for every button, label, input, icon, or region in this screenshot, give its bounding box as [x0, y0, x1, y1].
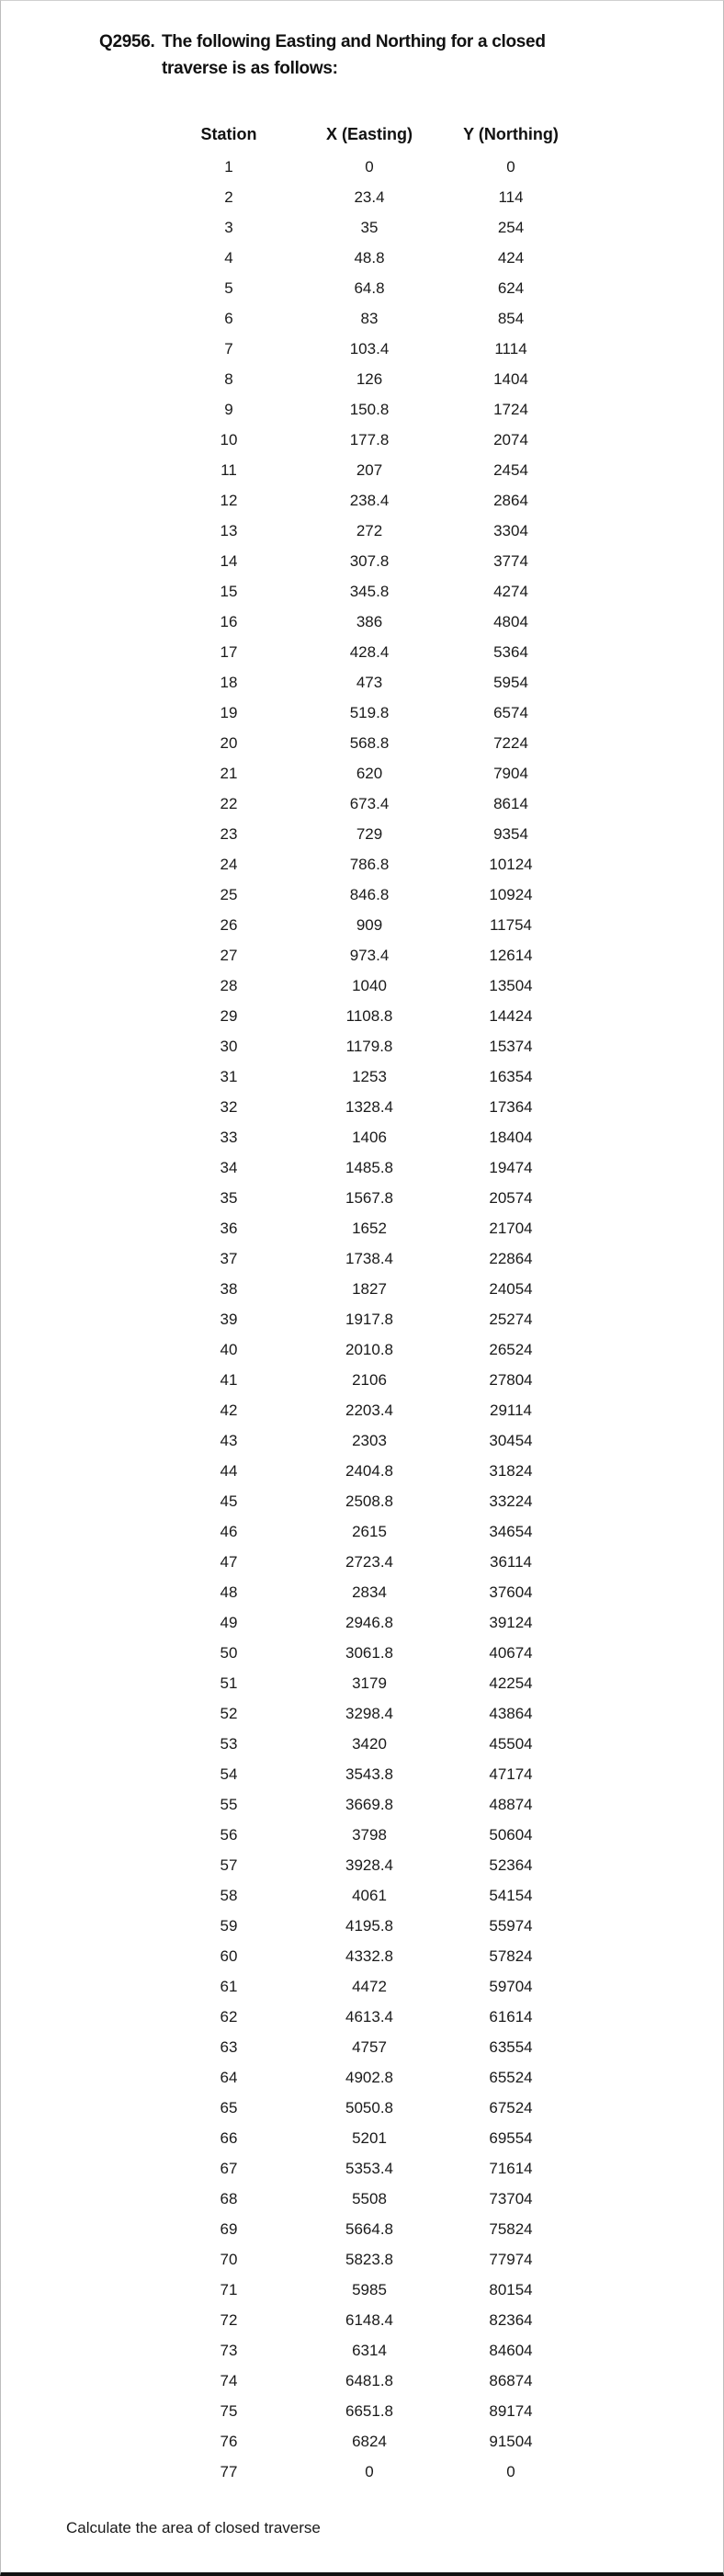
- easting-cell: 1917.8: [345, 1311, 393, 1328]
- easting-cell: 568.8: [349, 734, 390, 752]
- easting-cell: 1108.8: [345, 1007, 393, 1025]
- northing-cell: 24054: [489, 1280, 533, 1298]
- station-cell: 12: [220, 492, 238, 509]
- station-cell: 67: [220, 2160, 238, 2177]
- northing-cell: 7904: [493, 765, 528, 782]
- station-cell: 55: [220, 1796, 238, 1813]
- station-cell: 61: [220, 1978, 238, 1995]
- station-cell: 39: [220, 1311, 238, 1328]
- easting-cell: 1485.8: [345, 1159, 393, 1176]
- station-cell: 73: [220, 2342, 238, 2359]
- station-cell: 54: [220, 1765, 238, 1783]
- station-cell: 33: [220, 1129, 238, 1146]
- northing-cell: 71614: [489, 2160, 533, 2177]
- station-cell: 76: [220, 2433, 238, 2450]
- easting-cell: 83: [360, 310, 379, 327]
- northing-cell: 43864: [489, 1705, 533, 1722]
- northing-cell: 77974: [489, 2251, 533, 2268]
- station-cell: 27: [220, 947, 238, 964]
- easting-cell: 64.8: [354, 279, 385, 297]
- easting-cell: 3298.4: [345, 1705, 393, 1722]
- easting-cell: 5508: [352, 2190, 387, 2207]
- station-cell: 57: [220, 1856, 238, 1874]
- station-cell: 11: [221, 461, 237, 479]
- northing-cell: 31824: [489, 1462, 533, 1480]
- northing-cell: 1114: [494, 340, 527, 357]
- easting-cell: 6148.4: [345, 2311, 393, 2329]
- northing-cell: 39124: [489, 1614, 533, 1631]
- northing-cell: 13504: [489, 977, 533, 994]
- station-cell: 36: [220, 1220, 238, 1237]
- northing-cell: 55974: [489, 1917, 533, 1935]
- northing-cell: 12614: [489, 947, 533, 964]
- northing-cell: 2864: [493, 492, 528, 509]
- northing-cell: 82364: [489, 2311, 533, 2329]
- station-cell: 66: [220, 2129, 238, 2147]
- northing-cell: 50604: [489, 1826, 533, 1844]
- station-cell: 58: [220, 1887, 238, 1904]
- northing-cell: 0: [506, 2463, 515, 2480]
- station-cell: 14: [220, 552, 238, 570]
- easting-cell: 2615: [352, 1523, 387, 1540]
- station-cell: 15: [220, 583, 238, 600]
- easting-cell: 4757: [352, 2038, 387, 2056]
- northing-cell: 21704: [489, 1220, 533, 1237]
- northing-cell: 67524: [489, 2099, 533, 2116]
- northing-cell: 9354: [493, 825, 528, 843]
- northing-cell: 854: [497, 310, 525, 327]
- station-cell: 42: [220, 1401, 238, 1419]
- easting-cell: 6651.8: [345, 2402, 393, 2420]
- northing-cell: 14424: [489, 1007, 533, 1025]
- station-cell: 63: [220, 2038, 238, 2056]
- station-cell: 16: [220, 613, 238, 630]
- easting-cell: 0: [365, 158, 374, 176]
- northing-cell: 4274: [493, 583, 528, 600]
- northing-cell: 3304: [493, 522, 528, 539]
- northing-cell: 57824: [489, 1947, 533, 1965]
- easting-cell: 2106: [352, 1371, 387, 1389]
- station-cell: 77: [220, 2463, 238, 2480]
- northing-cell: 17364: [489, 1098, 533, 1116]
- northing-cell: 36114: [489, 1553, 533, 1571]
- northing-cell: 19474: [489, 1159, 533, 1176]
- northing-cell: 10124: [489, 856, 533, 873]
- station-cell: 19: [220, 704, 238, 721]
- easting-cell: 238.4: [349, 492, 390, 509]
- northing-cell: 4804: [493, 613, 528, 630]
- easting-cell: 4472: [352, 1978, 387, 1995]
- northing-cell: 34654: [489, 1523, 533, 1540]
- station-cell: 52: [220, 1705, 238, 1722]
- header-station: Station: [200, 125, 257, 143]
- station-cell: 69: [220, 2220, 238, 2238]
- station-cell: 43: [220, 1432, 238, 1449]
- easting-cell: 307.8: [349, 552, 390, 570]
- station-cell: 50: [220, 1644, 238, 1662]
- northing-cell: 80154: [489, 2281, 533, 2298]
- question-text-line-2: traverse is as follows:: [162, 59, 338, 78]
- easting-cell: 1253: [352, 1068, 387, 1085]
- easting-cell: 786.8: [349, 856, 390, 873]
- easting-cell: 909: [356, 916, 383, 934]
- station-cell: 70: [220, 2251, 238, 2268]
- easting-cell: 673.4: [349, 795, 390, 812]
- easting-cell: 6824: [352, 2433, 387, 2450]
- easting-cell: 103.4: [349, 340, 390, 357]
- station-cell: 6: [224, 310, 233, 327]
- station-cell: 30: [220, 1038, 238, 1055]
- station-cell: 59: [220, 1917, 238, 1935]
- station-cell: 75: [220, 2402, 238, 2420]
- station-cell: 37: [220, 1250, 238, 1267]
- northing-cell: 54154: [489, 1887, 533, 1904]
- easting-cell: 35: [360, 219, 379, 236]
- northing-cell: 52364: [489, 1856, 533, 1874]
- station-cell: 31: [220, 1068, 238, 1085]
- header-northing: Y (Northing): [463, 125, 559, 143]
- station-cell: 64: [220, 2069, 238, 2086]
- station-cell: 5: [224, 279, 233, 297]
- easting-cell: 0: [365, 2463, 374, 2480]
- northing-cell: 11754: [489, 916, 533, 934]
- northing-cell: 254: [497, 219, 525, 236]
- easting-cell: 48.8: [354, 249, 385, 267]
- northing-cell: 18404: [489, 1129, 533, 1146]
- northing-cell: 84604: [489, 2342, 533, 2359]
- easting-cell: 973.4: [349, 947, 390, 964]
- northing-cell: 0: [506, 158, 515, 176]
- easting-cell: 2946.8: [345, 1614, 393, 1631]
- easting-cell: 3061.8: [345, 1644, 393, 1662]
- northing-cell: 22864: [489, 1250, 533, 1267]
- easting-cell: 126: [356, 370, 383, 388]
- northing-cell: 63554: [489, 2038, 533, 2056]
- station-cell: 65: [220, 2099, 238, 2116]
- northing-cell: 91504: [489, 2433, 533, 2450]
- station-cell: 1: [224, 158, 233, 176]
- northing-cell: 6574: [493, 704, 528, 721]
- station-cell: 24: [220, 856, 238, 873]
- northing-cell: 624: [497, 279, 525, 297]
- station-cell: 68: [220, 2190, 238, 2207]
- easting-cell: 207: [356, 461, 383, 479]
- easting-cell: 846.8: [349, 886, 390, 903]
- easting-cell: 1567.8: [345, 1189, 393, 1207]
- easting-cell: 4613.4: [345, 2008, 393, 2026]
- northing-cell: 10924: [489, 886, 533, 903]
- station-cell: 25: [220, 886, 238, 903]
- easting-cell: 428.4: [349, 643, 390, 661]
- easting-cell: 3928.4: [345, 1856, 393, 1874]
- easting-cell: 2508.8: [345, 1492, 393, 1510]
- easting-cell: 3798: [352, 1826, 387, 1844]
- station-cell: 38: [220, 1280, 238, 1298]
- easting-cell: 23.4: [354, 188, 385, 206]
- northing-cell: 20574: [489, 1189, 533, 1207]
- easting-cell: 1328.4: [345, 1098, 393, 1116]
- easting-cell: 6314: [352, 2342, 387, 2359]
- station-cell: 48: [220, 1583, 238, 1601]
- easting-cell: 3669.8: [345, 1796, 393, 1813]
- station-cell: 20: [220, 734, 238, 752]
- easting-cell: 150.8: [349, 401, 390, 418]
- station-cell: 28: [220, 977, 238, 994]
- northing-cell: 40674: [489, 1644, 533, 1662]
- question-number: Q2956.: [99, 32, 155, 51]
- easting-cell: 5985: [352, 2281, 387, 2298]
- northing-cell: 37604: [489, 1583, 533, 1601]
- easting-cell: 4332.8: [345, 1947, 393, 1965]
- easting-cell: 1827: [352, 1280, 387, 1298]
- easting-cell: 1179.8: [345, 1038, 393, 1055]
- station-cell: 13: [220, 522, 238, 539]
- northing-cell: 424: [497, 249, 525, 267]
- northing-cell: 73704: [489, 2190, 533, 2207]
- station-cell: 23: [220, 825, 238, 843]
- station-cell: 72: [220, 2311, 238, 2329]
- northing-cell: 1724: [493, 401, 528, 418]
- station-cell: 29: [220, 1007, 238, 1025]
- northing-cell: 2454: [493, 461, 528, 479]
- station-cell: 62: [220, 2008, 238, 2026]
- northing-cell: 114: [498, 188, 524, 206]
- northing-cell: 7224: [493, 734, 528, 752]
- station-cell: 10: [220, 431, 238, 448]
- northing-cell: 16354: [489, 1068, 533, 1085]
- task-instruction: Calculate the area of closed traverse: [66, 2519, 321, 2536]
- station-cell: 35: [220, 1189, 238, 1207]
- station-cell: 8: [224, 370, 233, 388]
- station-cell: 45: [220, 1492, 238, 1510]
- northing-cell: 33224: [489, 1492, 533, 1510]
- station-cell: 74: [220, 2372, 238, 2389]
- northing-cell: 3774: [493, 552, 528, 570]
- easting-cell: 2723.4: [345, 1553, 393, 1571]
- northing-cell: 61614: [489, 2008, 533, 2026]
- station-cell: 51: [220, 1674, 238, 1692]
- station-cell: 41: [220, 1371, 238, 1389]
- station-cell: 17: [220, 643, 238, 661]
- easting-cell: 1040: [352, 977, 387, 994]
- northing-cell: 89174: [489, 2402, 533, 2420]
- northing-cell: 45504: [489, 1735, 533, 1753]
- station-cell: 32: [220, 1098, 238, 1116]
- station-cell: 18: [220, 674, 238, 691]
- station-cell: 26: [220, 916, 238, 934]
- station-cell: 49: [220, 1614, 238, 1631]
- northing-cell: 15374: [489, 1038, 533, 1055]
- station-cell: 21: [220, 765, 238, 782]
- northing-cell: 86874: [489, 2372, 533, 2389]
- easting-cell: 345.8: [349, 583, 390, 600]
- easting-cell: 2303: [352, 1432, 387, 1449]
- easting-cell: 2834: [352, 1583, 387, 1601]
- easting-cell: 2203.4: [345, 1401, 393, 1419]
- northing-cell: 75824: [489, 2220, 533, 2238]
- station-cell: 7: [224, 340, 233, 357]
- easting-cell: 2404.8: [345, 1462, 393, 1480]
- northing-cell: 5364: [493, 643, 528, 661]
- northing-cell: 5954: [493, 674, 528, 691]
- northing-cell: 47174: [489, 1765, 533, 1783]
- easting-cell: 177.8: [349, 431, 390, 448]
- northing-cell: 2074: [493, 431, 528, 448]
- easting-cell: 519.8: [349, 704, 390, 721]
- station-cell: 71: [220, 2281, 238, 2298]
- northing-cell: 30454: [489, 1432, 533, 1449]
- northing-cell: 65524: [489, 2069, 533, 2086]
- northing-cell: 8614: [493, 795, 528, 812]
- station-cell: 40: [220, 1341, 238, 1358]
- station-cell: 56: [220, 1826, 238, 1844]
- easting-cell: 4902.8: [345, 2069, 393, 2086]
- easting-cell: 729: [356, 825, 383, 843]
- station-cell: 46: [220, 1523, 238, 1540]
- easting-cell: 272: [356, 522, 383, 539]
- northing-cell: 27804: [489, 1371, 533, 1389]
- easting-cell: 5353.4: [345, 2160, 393, 2177]
- northing-cell: 48874: [489, 1796, 533, 1813]
- easting-cell: 473: [356, 674, 383, 691]
- station-cell: 53: [220, 1735, 238, 1753]
- easting-cell: 3543.8: [345, 1765, 393, 1783]
- station-cell: 2: [224, 188, 233, 206]
- easting-cell: 6481.8: [345, 2372, 393, 2389]
- station-cell: 60: [220, 1947, 238, 1965]
- easting-cell: 5201: [352, 2129, 387, 2147]
- northing-cell: 42254: [489, 1674, 533, 1692]
- easting-cell: 3420: [352, 1735, 387, 1753]
- station-cell: 44: [220, 1462, 238, 1480]
- easting-cell: 3179: [352, 1674, 387, 1692]
- station-cell: 3: [224, 219, 233, 236]
- easting-cell: 1738.4: [345, 1250, 393, 1267]
- easting-cell: 4061: [352, 1887, 387, 1904]
- northing-cell: 26524: [489, 1341, 533, 1358]
- easting-cell: 386: [356, 613, 383, 630]
- northing-cell: 69554: [489, 2129, 533, 2147]
- header-easting: X (Easting): [325, 125, 413, 143]
- station-cell: 4: [224, 249, 233, 267]
- northing-cell: 29114: [489, 1401, 533, 1419]
- northing-cell: 1404: [493, 370, 528, 388]
- northing-cell: 59704: [489, 1978, 533, 1995]
- question-text-line-1: The following Easting and Northing for a closed: [162, 32, 546, 51]
- easting-cell: 4195.8: [345, 1917, 393, 1935]
- easting-cell: 620: [356, 765, 383, 782]
- easting-cell: 2010.8: [345, 1341, 393, 1358]
- easting-cell: 5050.8: [345, 2099, 393, 2116]
- station-cell: 47: [220, 1553, 238, 1571]
- northing-cell: 25274: [489, 1311, 533, 1328]
- easting-cell: 1652: [352, 1220, 387, 1237]
- station-cell: 9: [224, 401, 233, 418]
- easting-cell: 1406: [352, 1129, 387, 1146]
- easting-cell: 5823.8: [345, 2251, 393, 2268]
- station-cell: 34: [220, 1159, 238, 1176]
- easting-cell: 5664.8: [345, 2220, 393, 2238]
- station-cell: 22: [220, 795, 238, 812]
